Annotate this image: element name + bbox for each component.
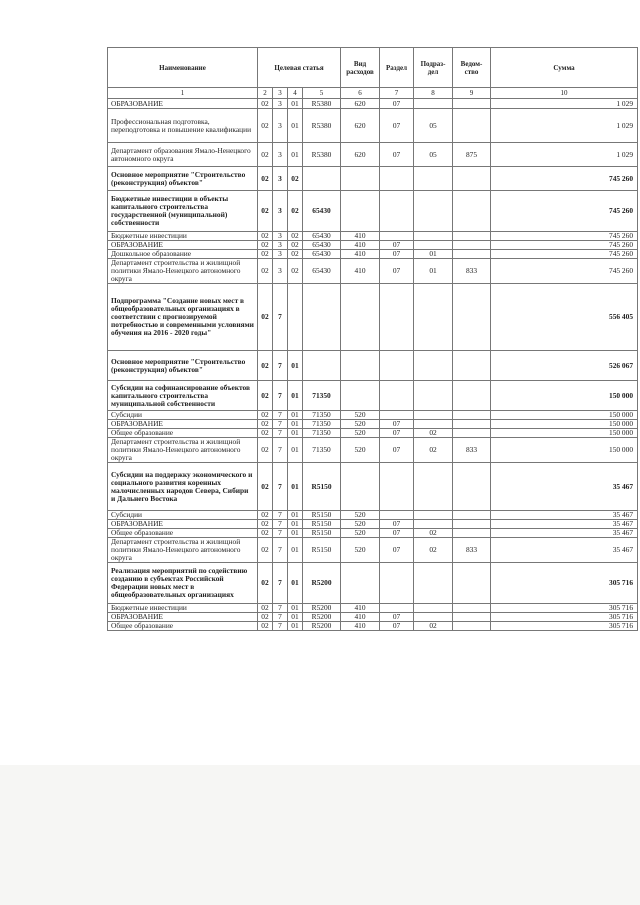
row-code-cell: 7	[273, 613, 288, 622]
budget-table	[107, 47, 638, 631]
row-code-cell: 02	[258, 241, 273, 250]
row-code-cell: 65430	[303, 250, 341, 259]
row-code-cell: 7	[273, 284, 288, 351]
row-code-cell: 01	[288, 520, 303, 529]
row-code-cell: 02	[258, 438, 273, 463]
row-code-cell: 02	[288, 250, 303, 259]
row-amount-cell: 150 000	[491, 381, 638, 411]
row-code-cell: 3	[273, 143, 288, 167]
row-code-cell: 02	[288, 191, 303, 232]
row-code-cell	[380, 511, 414, 520]
table-row	[108, 99, 638, 109]
row-amount-cell: 150 000	[491, 438, 638, 463]
row-code-cell: 71350	[303, 411, 341, 420]
row-amount-cell: 745 260	[491, 241, 638, 250]
row-code-cell	[414, 381, 453, 411]
row-code-cell: 02	[258, 511, 273, 520]
row-code-cell: R5150	[303, 529, 341, 538]
row-code-cell: 7	[273, 622, 288, 631]
row-code-cell: 3	[273, 241, 288, 250]
column-header-department: Ведом-ство	[453, 48, 491, 88]
column-index-cell: 3	[273, 88, 288, 99]
row-amount-cell: 150 000	[491, 429, 638, 438]
row-code-cell: 01	[288, 463, 303, 511]
row-code-cell: 410	[341, 250, 380, 259]
row-code-cell: 02	[414, 622, 453, 631]
row-code-cell	[341, 563, 380, 604]
row-code-cell: 410	[341, 259, 380, 284]
row-amount-cell: 745 260	[491, 259, 638, 284]
row-code-cell	[380, 381, 414, 411]
row-name-cell: Бюджетные инвестиции в объекты капитального строительства государственной (муниципальной) собственности	[108, 191, 258, 232]
table-row	[108, 520, 638, 529]
row-code-cell: 02	[258, 463, 273, 511]
row-code-cell: 07	[380, 99, 414, 109]
row-code-cell: 3	[273, 250, 288, 259]
row-code-cell: 01	[414, 259, 453, 284]
row-code-cell	[380, 167, 414, 191]
row-code-cell: 7	[273, 604, 288, 613]
row-amount-cell: 1 029	[491, 109, 638, 143]
table-row	[108, 411, 638, 420]
row-code-cell: 65430	[303, 241, 341, 250]
row-code-cell	[380, 563, 414, 604]
row-code-cell: 833	[453, 259, 491, 284]
row-code-cell: 875	[453, 143, 491, 167]
row-code-cell	[303, 351, 341, 381]
row-code-cell: 7	[273, 538, 288, 563]
row-code-cell: 01	[288, 538, 303, 563]
row-code-cell	[453, 622, 491, 631]
row-amount-cell: 35 467	[491, 511, 638, 520]
table-row	[108, 191, 638, 232]
row-code-cell: 02	[258, 420, 273, 429]
row-code-cell: 520	[341, 438, 380, 463]
row-code-cell: 02	[288, 232, 303, 241]
table-row	[108, 241, 638, 250]
column-index-cell: 5	[303, 88, 341, 99]
row-code-cell: 65430	[303, 191, 341, 232]
column-index-cell: 6	[341, 88, 380, 99]
row-code-cell	[414, 191, 453, 232]
row-code-cell: 71350	[303, 381, 341, 411]
row-code-cell: 410	[341, 232, 380, 241]
row-code-cell: R5200	[303, 563, 341, 604]
row-code-cell: R5380	[303, 109, 341, 143]
row-code-cell	[453, 167, 491, 191]
row-code-cell: 410	[341, 622, 380, 631]
row-code-cell: 02	[414, 529, 453, 538]
table-row	[108, 563, 638, 604]
row-name-cell: Основное мероприятие "Строительство (реконструкция) объектов"	[108, 167, 258, 191]
row-code-cell	[453, 232, 491, 241]
row-code-cell: 3	[273, 259, 288, 284]
column-index-cell: 10	[491, 88, 638, 99]
row-code-cell: 410	[341, 241, 380, 250]
row-code-cell: 07	[380, 520, 414, 529]
row-code-cell	[380, 604, 414, 613]
row-name-cell: Подпрограмма "Создание новых мест в общеобразовательных организациях в соответствии с прогнозируемой потребностью и современными условиями обучения на 2016 - 2020 годы"	[108, 284, 258, 351]
table-row	[108, 463, 638, 511]
row-code-cell: 01	[288, 438, 303, 463]
column-index-cell: 1	[108, 88, 258, 99]
column-header-subsection: Подраз-дел	[414, 48, 453, 88]
row-code-cell: 7	[273, 563, 288, 604]
row-code-cell: 02	[414, 438, 453, 463]
table-row	[108, 429, 638, 438]
row-code-cell: 7	[273, 529, 288, 538]
row-code-cell: R5150	[303, 538, 341, 563]
row-code-cell: R5150	[303, 463, 341, 511]
row-code-cell	[453, 109, 491, 143]
row-code-cell	[453, 411, 491, 420]
column-index-cell: 9	[453, 88, 491, 99]
row-code-cell	[380, 411, 414, 420]
table-row	[108, 109, 638, 143]
row-code-cell	[303, 167, 341, 191]
row-code-cell: 620	[341, 143, 380, 167]
row-code-cell: 7	[273, 351, 288, 381]
row-name-cell: Профессиональная подготовка, переподготовка и повышение квалификации	[108, 109, 258, 143]
row-code-cell: R5150	[303, 520, 341, 529]
table-row	[108, 420, 638, 429]
row-code-cell: 520	[341, 538, 380, 563]
row-code-cell	[453, 563, 491, 604]
row-code-cell: 01	[414, 250, 453, 259]
row-name-cell: Департамент строительства и жилищной политики Ямало-Ненецкого автономного округа	[108, 259, 258, 284]
row-name-cell: Общее образование	[108, 622, 258, 631]
row-amount-cell: 745 260	[491, 250, 638, 259]
row-code-cell: 05	[414, 109, 453, 143]
row-amount-cell: 35 467	[491, 463, 638, 511]
row-code-cell: 01	[288, 622, 303, 631]
column-index-cell: 4	[288, 88, 303, 99]
row-code-cell: 01	[288, 604, 303, 613]
column-header-section: Раздел	[380, 48, 414, 88]
row-code-cell: 07	[380, 538, 414, 563]
row-code-cell: 07	[380, 259, 414, 284]
row-name-cell: ОБРАЗОВАНИЕ	[108, 99, 258, 109]
row-code-cell: 7	[273, 381, 288, 411]
row-name-cell: Субсидии на поддержку экономического и социального развития коренных малочисленных народов Севера, Сибири и Дальнего Востока	[108, 463, 258, 511]
row-code-cell: 01	[288, 563, 303, 604]
row-code-cell	[414, 167, 453, 191]
row-code-cell	[414, 284, 453, 351]
row-name-cell: Департамент строительства и жилищной политики Ямало-Ненецкого автономного округа	[108, 538, 258, 563]
row-code-cell: 520	[341, 511, 380, 520]
row-code-cell	[380, 284, 414, 351]
row-amount-cell: 35 467	[491, 520, 638, 529]
row-code-cell: 3	[273, 232, 288, 241]
table-body	[108, 99, 638, 631]
row-code-cell	[380, 232, 414, 241]
row-amount-cell: 556 405	[491, 284, 638, 351]
row-code-cell: 02	[258, 538, 273, 563]
row-code-cell: 02	[288, 241, 303, 250]
row-name-cell: Субсидии	[108, 411, 258, 420]
row-code-cell	[453, 284, 491, 351]
row-code-cell: 7	[273, 420, 288, 429]
row-code-cell	[414, 420, 453, 429]
row-code-cell: 02	[258, 411, 273, 420]
row-amount-cell: 305 716	[491, 604, 638, 613]
row-code-cell	[414, 463, 453, 511]
row-code-cell	[341, 284, 380, 351]
row-code-cell: 7	[273, 429, 288, 438]
row-code-cell: 71350	[303, 429, 341, 438]
row-code-cell: R5150	[303, 511, 341, 520]
row-code-cell	[414, 241, 453, 250]
row-code-cell	[453, 250, 491, 259]
row-code-cell: 520	[341, 411, 380, 420]
row-code-cell: 7	[273, 520, 288, 529]
row-code-cell: 02	[258, 622, 273, 631]
row-code-cell: 02	[258, 604, 273, 613]
column-header-amount: Сумма	[491, 48, 638, 88]
row-code-cell: 02	[414, 538, 453, 563]
table-header	[108, 48, 638, 99]
row-name-cell: ОБРАЗОВАНИЕ	[108, 241, 258, 250]
table-row	[108, 438, 638, 463]
row-code-cell: 02	[258, 613, 273, 622]
row-name-cell: ОБРАЗОВАНИЕ	[108, 613, 258, 622]
table-row	[108, 613, 638, 622]
row-code-cell: 520	[341, 429, 380, 438]
row-code-cell: 02	[258, 99, 273, 109]
row-code-cell: 07	[380, 529, 414, 538]
row-amount-cell: 526 067	[491, 351, 638, 381]
row-name-cell: Дошкольное образование	[108, 250, 258, 259]
row-code-cell: 620	[341, 99, 380, 109]
row-code-cell: 07	[380, 438, 414, 463]
row-code-cell: 7	[273, 463, 288, 511]
row-amount-cell: 745 260	[491, 191, 638, 232]
row-name-cell: ОБРАЗОВАНИЕ	[108, 520, 258, 529]
row-code-cell	[453, 351, 491, 381]
row-code-cell: 7	[273, 511, 288, 520]
column-header-name: Наименование	[108, 48, 258, 88]
column-index-cell: 8	[414, 88, 453, 99]
row-amount-cell: 150 000	[491, 420, 638, 429]
column-index-cell: 2	[258, 88, 273, 99]
row-code-cell: 01	[288, 109, 303, 143]
table-row	[108, 250, 638, 259]
row-code-cell: 07	[380, 429, 414, 438]
row-code-cell	[453, 429, 491, 438]
row-code-cell: 7	[273, 411, 288, 420]
row-code-cell: 07	[380, 143, 414, 167]
row-code-cell: 833	[453, 538, 491, 563]
blank-margin	[0, 765, 640, 905]
row-code-cell: 07	[380, 241, 414, 250]
row-code-cell: R5380	[303, 99, 341, 109]
table-row	[108, 604, 638, 613]
row-code-cell: 01	[288, 613, 303, 622]
row-name-cell: Общее образование	[108, 529, 258, 538]
row-code-cell	[414, 604, 453, 613]
row-code-cell	[414, 511, 453, 520]
row-code-cell: 01	[288, 99, 303, 109]
row-code-cell: 02	[258, 284, 273, 351]
table-row	[108, 351, 638, 381]
table-row	[108, 529, 638, 538]
row-code-cell: 02	[258, 351, 273, 381]
row-code-cell: 01	[288, 143, 303, 167]
row-code-cell	[453, 529, 491, 538]
column-header-target-article: Целевая статья	[258, 48, 341, 88]
row-code-cell: 620	[341, 109, 380, 143]
row-code-cell	[453, 520, 491, 529]
table-row	[108, 511, 638, 520]
row-name-cell: Департамент образования Ямало-Ненецкого автономного округа	[108, 143, 258, 167]
table-row	[108, 538, 638, 563]
column-index-cell: 7	[380, 88, 414, 99]
row-code-cell: 410	[341, 613, 380, 622]
row-code-cell: 07	[380, 622, 414, 631]
table-row	[108, 284, 638, 351]
row-code-cell: 02	[258, 250, 273, 259]
row-code-cell: 02	[288, 167, 303, 191]
row-code-cell: 02	[258, 563, 273, 604]
row-code-cell: 02	[258, 232, 273, 241]
row-code-cell: 71350	[303, 420, 341, 429]
row-name-cell: Основное мероприятие "Строительство (реконструкция) объектов"	[108, 351, 258, 381]
row-code-cell	[380, 463, 414, 511]
row-code-cell: 01	[288, 511, 303, 520]
row-name-cell: Субсидии	[108, 511, 258, 520]
row-code-cell	[453, 241, 491, 250]
table-row	[108, 232, 638, 241]
column-index-row	[108, 88, 638, 99]
row-code-cell	[414, 351, 453, 381]
row-code-cell: 02	[258, 167, 273, 191]
row-amount-cell: 745 260	[491, 232, 638, 241]
row-code-cell: 3	[273, 99, 288, 109]
row-code-cell: 02	[258, 143, 273, 167]
row-code-cell: 833	[453, 438, 491, 463]
row-amount-cell: 1 029	[491, 99, 638, 109]
header-row	[108, 48, 638, 88]
row-amount-cell: 150 000	[491, 411, 638, 420]
row-code-cell: 07	[380, 420, 414, 429]
row-name-cell: Субсидии на софинансирование объектов капитального строительства муниципальной собственности	[108, 381, 258, 411]
row-code-cell: 3	[273, 109, 288, 143]
row-code-cell: 520	[341, 529, 380, 538]
row-code-cell: 65430	[303, 232, 341, 241]
row-code-cell: 02	[258, 109, 273, 143]
row-code-cell: 7	[273, 438, 288, 463]
row-code-cell: 01	[288, 529, 303, 538]
row-code-cell	[453, 463, 491, 511]
row-code-cell	[453, 420, 491, 429]
row-code-cell: 01	[288, 351, 303, 381]
row-amount-cell: 35 467	[491, 538, 638, 563]
row-code-cell	[341, 351, 380, 381]
row-code-cell: R5380	[303, 143, 341, 167]
row-code-cell: 3	[273, 167, 288, 191]
row-code-cell: R5200	[303, 613, 341, 622]
row-code-cell: 07	[380, 613, 414, 622]
row-code-cell: 71350	[303, 438, 341, 463]
row-code-cell	[414, 232, 453, 241]
row-name-cell: ОБРАЗОВАНИЕ	[108, 420, 258, 429]
row-code-cell: 07	[380, 250, 414, 259]
row-name-cell: Реализация мероприятий по содействию созданию в субъектах Российской Федерации новых мест в общеобразовательных организациях	[108, 563, 258, 604]
row-code-cell	[303, 284, 341, 351]
row-code-cell: 520	[341, 520, 380, 529]
row-code-cell: 02	[414, 429, 453, 438]
row-amount-cell: 35 467	[491, 529, 638, 538]
table-row	[108, 143, 638, 167]
row-code-cell	[453, 604, 491, 613]
row-amount-cell: 305 716	[491, 622, 638, 631]
row-code-cell	[380, 351, 414, 381]
row-code-cell: 02	[258, 259, 273, 284]
row-code-cell	[453, 613, 491, 622]
row-amount-cell: 745 260	[491, 167, 638, 191]
row-code-cell: 02	[258, 429, 273, 438]
row-code-cell	[414, 520, 453, 529]
column-header-expense-type: Вид расходов	[341, 48, 380, 88]
row-name-cell: Департамент строительства и жилищной политики Ямало-Ненецкого автономного округа	[108, 438, 258, 463]
row-code-cell	[380, 191, 414, 232]
row-amount-cell: 305 716	[491, 563, 638, 604]
row-code-cell: R5200	[303, 622, 341, 631]
row-code-cell	[453, 191, 491, 232]
row-code-cell: 02	[258, 381, 273, 411]
row-code-cell	[341, 191, 380, 232]
row-code-cell	[288, 284, 303, 351]
row-code-cell: 02	[258, 191, 273, 232]
row-code-cell	[453, 511, 491, 520]
row-code-cell	[341, 167, 380, 191]
row-code-cell: 01	[288, 429, 303, 438]
row-amount-cell: 305 716	[491, 613, 638, 622]
row-code-cell	[414, 613, 453, 622]
row-code-cell: R5200	[303, 604, 341, 613]
row-code-cell	[414, 99, 453, 109]
row-code-cell: 05	[414, 143, 453, 167]
row-code-cell: 410	[341, 604, 380, 613]
row-name-cell: Бюджетные инвестиции	[108, 604, 258, 613]
row-code-cell: 3	[273, 191, 288, 232]
row-amount-cell: 1 029	[491, 143, 638, 167]
row-code-cell: 65430	[303, 259, 341, 284]
row-code-cell	[341, 381, 380, 411]
table-row	[108, 167, 638, 191]
row-code-cell: 02	[258, 520, 273, 529]
row-code-cell	[414, 411, 453, 420]
row-code-cell: 01	[288, 420, 303, 429]
row-code-cell: 01	[288, 381, 303, 411]
table-row	[108, 622, 638, 631]
row-code-cell	[453, 99, 491, 109]
row-code-cell	[341, 463, 380, 511]
table-row	[108, 381, 638, 411]
row-code-cell	[414, 563, 453, 604]
row-code-cell: 02	[288, 259, 303, 284]
row-code-cell	[453, 381, 491, 411]
row-code-cell: 520	[341, 420, 380, 429]
row-code-cell: 02	[258, 529, 273, 538]
row-code-cell: 01	[288, 411, 303, 420]
table-row	[108, 259, 638, 284]
row-name-cell: Общее образование	[108, 429, 258, 438]
row-name-cell: Бюджетные инвестиции	[108, 232, 258, 241]
row-code-cell: 07	[380, 109, 414, 143]
